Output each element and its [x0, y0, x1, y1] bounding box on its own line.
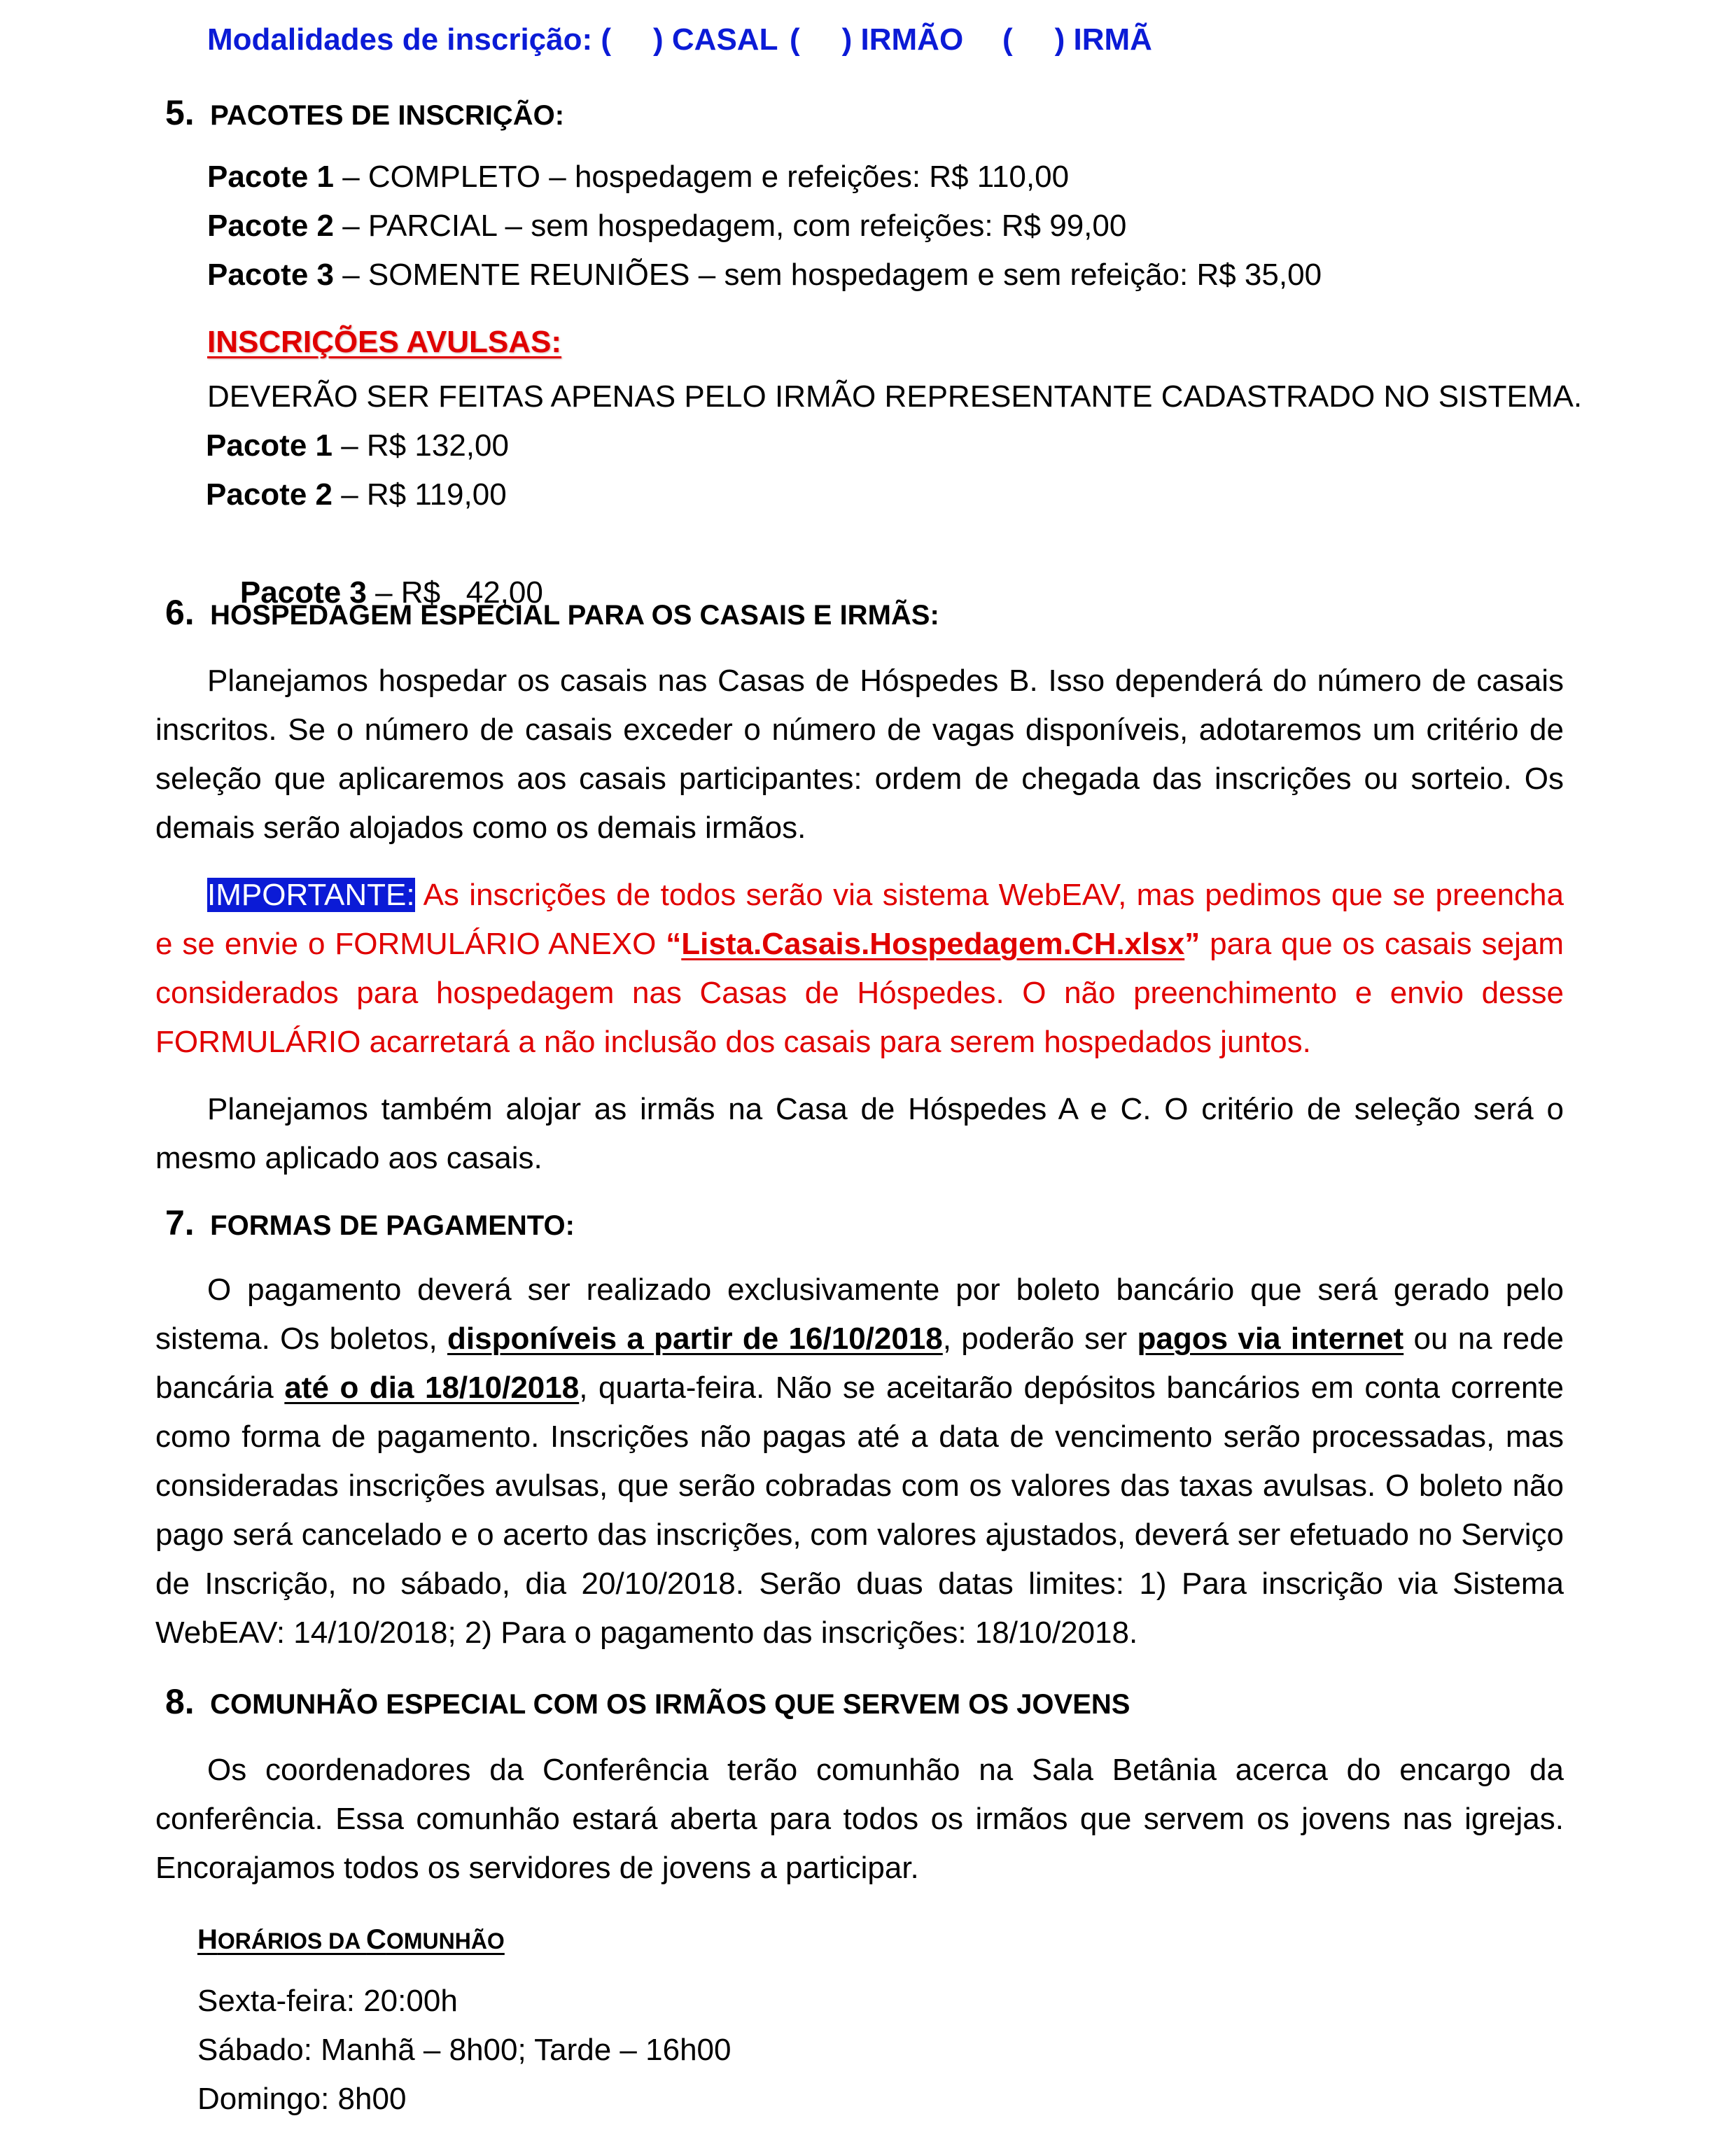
package-3: Pacote 3 – SOMENTE REUNIÕES – sem hospedagem e sem refeição: R$ 35,00	[207, 258, 1322, 292]
option-irma: ) IRMÃ	[1054, 22, 1152, 57]
section-8-heading	[165, 1677, 1130, 1735]
due-date: até o dia 18/10/2018	[284, 1371, 580, 1405]
avulsas-title: INSCRIÇÕES AVULSAS:	[207, 325, 562, 359]
internet-payment: pagos via internet	[1137, 1322, 1404, 1356]
option-irmao: ) IRMÃO	[841, 22, 964, 57]
option-casal: ) CASAL	[653, 22, 778, 57]
package-1: Pacote 1 – COMPLETO – hospedagem e refeições: R$ 110,00	[207, 160, 1070, 194]
important-paragraph: IMPORTANTE: As inscrições de todos serão via sistema WebEAV, mas pedimos que se preencha e se envie o FORMULÁRIO ANEXO “Lista.Casais.Hospedagem.CH.xlsx” para que os casais sejam considerados para hospedagem nas Casas de Hóspedes. O não preenchimento e envio desse FORMULÁRIO acarretará a não inclusão dos casais para serem hospedados juntos.	[155, 878, 1564, 1059]
section-number: 5.	[165, 93, 195, 132]
option-irma-line: ( ) IRMÃ	[1002, 22, 1152, 57]
form-file-name: Lista.Casais.Hospedagem.CH.xlsx	[681, 927, 1185, 961]
avulsa-package-1: Pacote 1 – R$ 132,00	[206, 428, 509, 463]
section-number: 8.	[165, 1682, 195, 1721]
section-number: 6.	[165, 593, 195, 632]
horario-item: Domingo: 8h00	[197, 2082, 407, 2116]
section-5-heading	[165, 88, 564, 146]
section-7-heading	[165, 1198, 575, 1256]
section-6-heading	[165, 588, 939, 646]
irmas-paragraph: Planejamos também alojar as irmãs na Casa de Hóspedes A e C. O critério de seleção será o mesmo aplicado aos casais.	[155, 1092, 1564, 1175]
horario-item: Sábado: Manhã – 8h00; Tarde – 16h00	[197, 2033, 732, 2067]
section-title: COMUNHÃO ESPECIAL COM OS IRMÃOS QUE SERVEM OS JOVENS	[210, 1689, 1130, 1720]
horario-item: Sexta-feira: 20:00h	[197, 1984, 458, 2018]
available-date: disponíveis a partir de 16/10/2018	[447, 1322, 943, 1356]
comunhao-paragraph: Os coordenadores da Conferência terão comunhão na Sala Betânia acerca do encargo da conferência. Essa comunhão estará aberta para todos os irmãos que servem os jovens nas igrejas. Encorajamos todos os servidores de jovens a participar.	[155, 1753, 1564, 1885]
option-irmao-line: ( ) IRMÃO	[790, 22, 964, 57]
avulsas-text: DEVERÃO SER FEITAS APENAS PELO IRMÃO REPRESENTANTE CADASTRADO NO SISTEMA.	[207, 379, 1583, 414]
avulsa-package-3: Pacote 3 – R$ 42,00	[239, 575, 543, 610]
payment-paragraph: O pagamento deverá ser realizado exclusivamente por boleto bancário que será gerado pelo sistema. Os boletos, disponíveis a partir de 16/10/2018, poderão ser pagos via internet ou na rede bancária até o dia 18/10/2018, quarta-feira. Não se aceitarão depósitos bancários em conta corrente como forma de pagamento. Inscrições não pagas até a data de vencimento serão processadas, mas consideradas inscrições avulsas, que serão cobradas com os valores das taxas avulsas. O boleto não pago será cancelado e o acerto das inscrições, com valores ajustados, deverá ser efetuado no Serviço de Inscrição, no sábado, dia 20/10/2018. Serão duas datas limites: 1) Para inscrição via Sistema WebEAV: 14/10/2018; 2) Para o pagamento das inscrições: 18/10/2018.	[155, 1273, 1564, 1650]
avulsa-package-2: Pacote 2 – R$ 119,00	[206, 477, 507, 512]
hospedagem-paragraph: Planejamos hospedar os casais nas Casas de Hóspedes B. Isso dependerá do número de casais inscritos. Se o número de casais exceder o número de vagas disponíveis, adotaremos um critério de seleção que aplicaremos aos casais participantes: ordem de chegada das inscrições ou sorteio. Os demais serão alojados como os demais irmãos.	[155, 664, 1564, 845]
section-title: HOSPEDAGEM ESPECIAL PARA OS CASAIS E IRMÃS:	[210, 600, 939, 631]
package-2: Pacote 2 – PARCIAL – sem hospedagem, com refeições: R$ 99,00	[207, 209, 1127, 243]
important-label: IMPORTANTE:	[207, 878, 415, 912]
modalidades-label: Modalidades de inscrição: (	[207, 22, 612, 57]
horarios-heading: HORÁRIOS DA COMUNHÃO	[197, 1924, 505, 1955]
section-number: 7.	[165, 1203, 195, 1242]
modalidades-line	[207, 15, 778, 64]
section-title: PACOTES DE INSCRIÇÃO:	[210, 100, 565, 131]
section-title: FORMAS DE PAGAMENTO:	[210, 1210, 575, 1241]
